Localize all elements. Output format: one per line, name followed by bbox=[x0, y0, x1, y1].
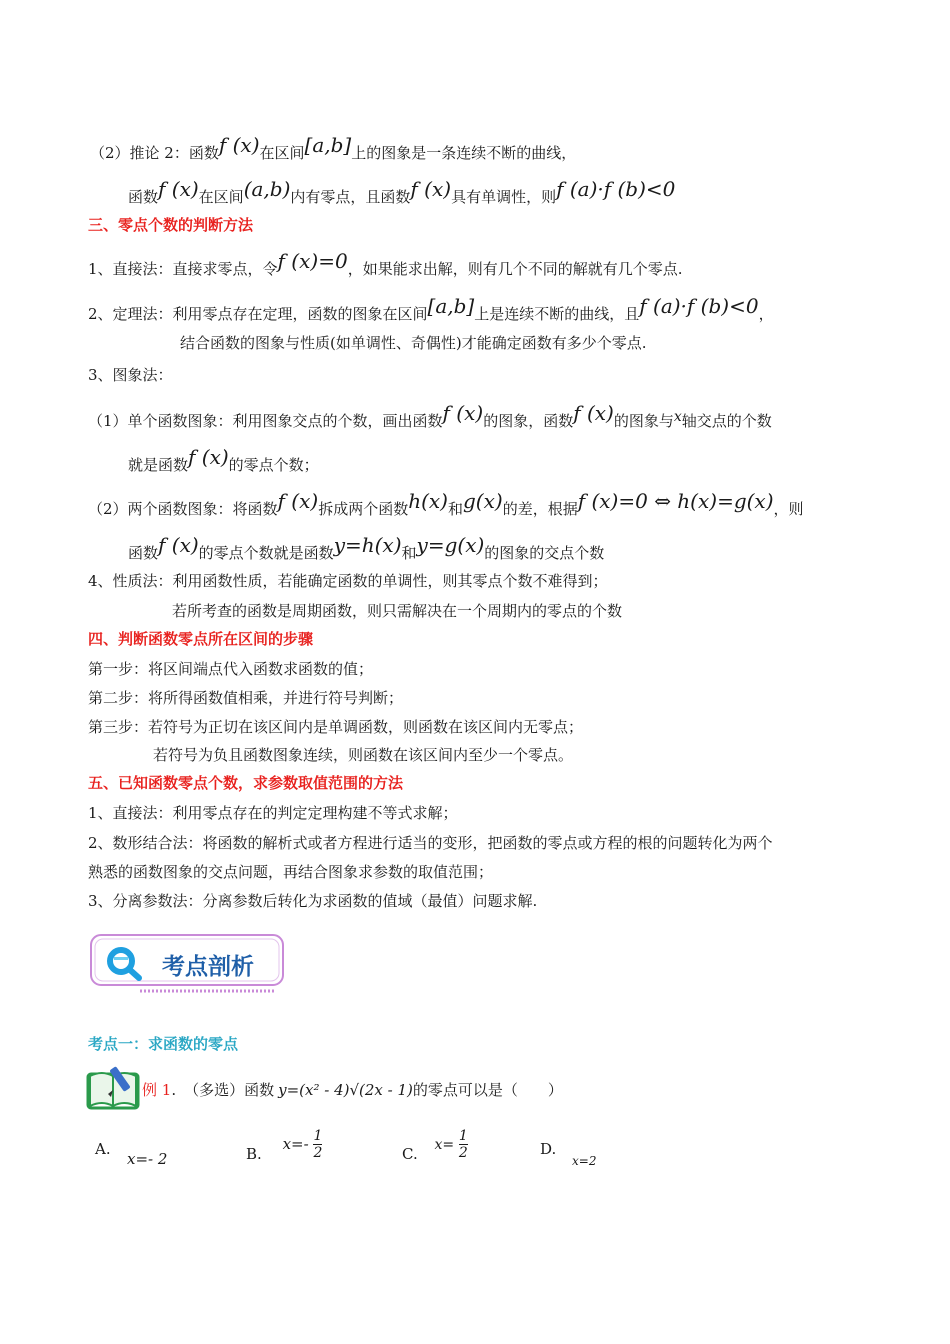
corollary-line-1: （2）推论 2：函数f (x)在区间[a,b]上的图象是一条连续不断的曲线， bbox=[90, 133, 577, 162]
option-c-fraction: $\frac{1}{2}$ bbox=[458, 1128, 468, 1161]
param-separate: 3、分离参数法：分离参数后转化为求函数的值域（最值）问题求解. bbox=[88, 892, 538, 910]
step-1: 第一步：将区间端点代入函数求函数的值； bbox=[88, 660, 374, 678]
method-theorem-cont: 结合函数的图象与性质(如单调性、奇偶性)才能确定函数有多少个零点. bbox=[180, 334, 647, 352]
step-3: 第三步：若符号为正切在该区间内是单调函数，则函数在该区间内无零点； bbox=[88, 718, 584, 736]
badge-label: 考点剖析 bbox=[162, 954, 254, 980]
example-formula: y=(x² - 4)√(2x - 1) bbox=[278, 1081, 413, 1099]
analysis-badge bbox=[90, 932, 286, 992]
corollary-line-2: 函数f (x)在区间(a,b)内有零点，且函数f (x)具有单调性，则f (a)·f (b)<0 bbox=[128, 177, 676, 206]
param-direct: 1、直接法：利用零点存在的判定定理构建不等式求解； bbox=[88, 804, 458, 822]
search-icon bbox=[104, 944, 144, 982]
example-label: 例 1 bbox=[142, 1081, 172, 1099]
method-property: 4、性质法：利用函数性质，若能确定函数的单调性，则其零点个数不难得到； bbox=[88, 572, 608, 590]
graph-single-cont: 就是函数f (x)的零点个数； bbox=[128, 445, 319, 474]
method-property-cont: 若所考查的函数是周期函数，则只需解决在一个周期内的零点的个数 bbox=[172, 602, 623, 620]
option-b-fraction: $\frac{1}{2}$ bbox=[313, 1128, 323, 1161]
option-b[interactable]: B. x=- $\frac{1}{2}$ bbox=[246, 1128, 323, 1163]
section-title: 考点一：求函数的零点 bbox=[88, 1035, 239, 1053]
param-graph-cont: 熟悉的函数图象的交点问题，再结合图象求参数的取值范围； bbox=[88, 863, 494, 881]
graph-single: （1）单个函数图象：利用图象交点的个数，画出函数f (x)的图象，函数f (x)的图象与x轴交点的个数 bbox=[88, 401, 772, 430]
example-1: 例 1. （多选）函数 y=(x² - 4)√(2x - 1)的零点可以是（ ） bbox=[142, 1081, 563, 1099]
option-d[interactable]: D. x=2 bbox=[540, 1140, 597, 1168]
graph-double: （2）两个函数图象：将函数f (x)拆成两个函数h(x)和g(x)的差，根据f (x)=0 ⇔ h(x)=g(x)，则 bbox=[88, 489, 804, 518]
step-2: 第二步：将所得函数值相乘，并进行符号判断； bbox=[88, 689, 404, 707]
heading-interval-steps: 四、判断函数零点所在区间的步骤 bbox=[88, 630, 314, 648]
heading-zero-count-methods: 三、零点个数的判断方法 bbox=[88, 216, 254, 234]
book-pencil-icon bbox=[86, 1064, 142, 1112]
option-a[interactable]: A. x=- 2 bbox=[95, 1140, 168, 1168]
param-graph: 2、数形结合法：将函数的解析式或者方程进行适当的变形，把函数的零点或方程的根的问题转化为两个 bbox=[88, 834, 773, 852]
step-3-cont: 若符号为负且函数图象连续，则函数在该区间内至少一个零点。 bbox=[153, 746, 574, 764]
method-direct: 1、直接法：直接求零点，令f (x)=0，如果能求出解，则有几个不同的解就有几个零点. bbox=[88, 249, 683, 278]
heading-parameter-range: 五、已知函数零点个数，求参数取值范围的方法 bbox=[88, 774, 404, 792]
option-c[interactable]: C. x= $\frac{1}{2}$ bbox=[402, 1128, 468, 1163]
method-theorem: 2、定理法：利用零点存在定理，函数的图象在区间[a,b]上是连续不断的曲线，且f (a)·f (b)<0， bbox=[88, 294, 774, 323]
method-graph: 3、图象法： bbox=[88, 366, 173, 384]
graph-double-cont: 函数f (x)的零点个数就是函数y=h(x)和y=g(x)的图象的交点个数 bbox=[128, 533, 605, 562]
